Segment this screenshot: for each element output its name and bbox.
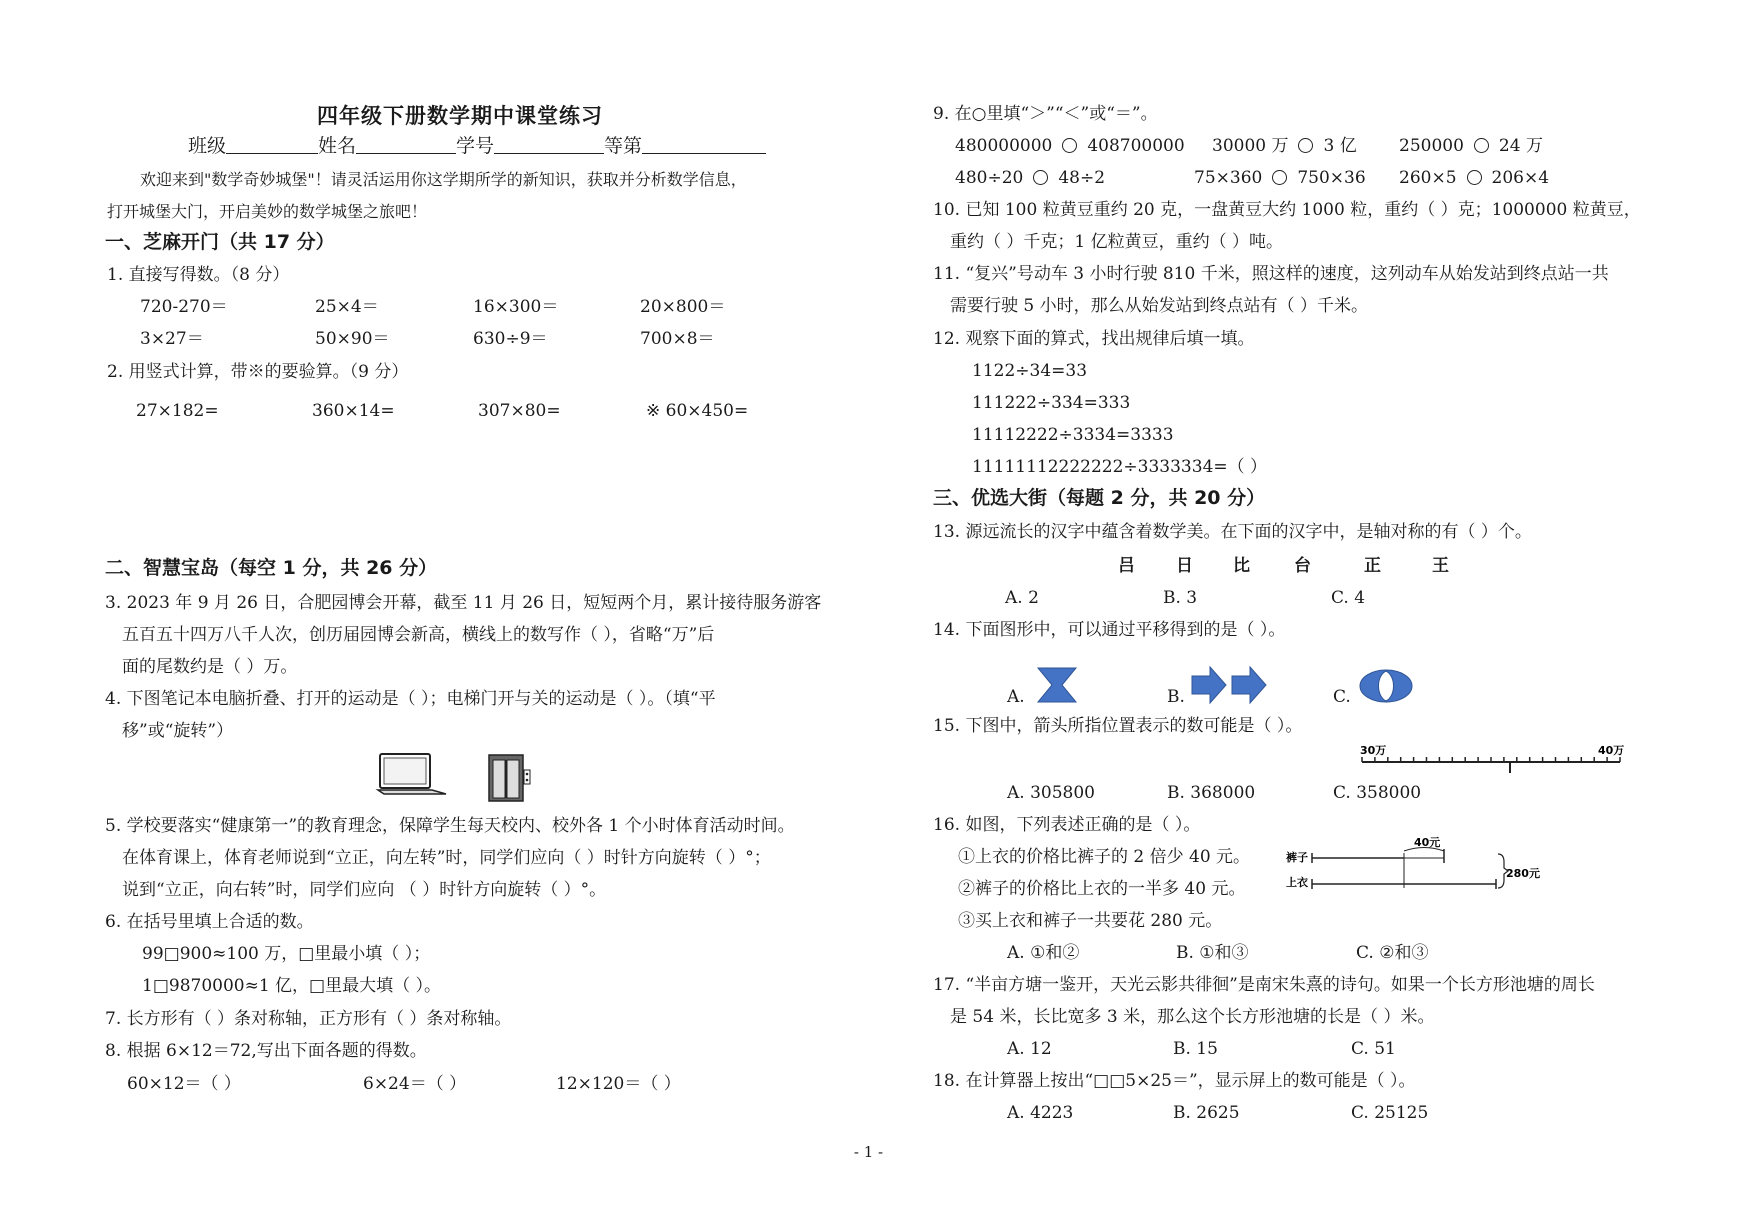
q14-option-c[interactable]: C. (1333, 687, 1351, 707)
q16-stem: 16. 如图，下列表述正确的是（ ）。 (933, 815, 1201, 835)
field-class-blank[interactable] (226, 137, 318, 154)
segment-diagram (1284, 836, 1544, 898)
q7-line: 7. 长方形有（ ）条对称轴，正方形有（ ）条对称轴。 (105, 1009, 512, 1029)
page-number: - 1 - (853, 1143, 884, 1161)
field-grade-blank[interactable] (642, 137, 766, 154)
q13-option-b[interactable]: B. 3 (1163, 588, 1198, 608)
q12-line: 11112222÷3334=3333 (972, 425, 1174, 445)
intro-line-1: 欢迎来到"数学奇妙城堡"！请灵活运用你这学期所学的新知识，获取并分析数学信息， (140, 170, 747, 189)
section-1-title: 一、芝麻开门（共 17 分） (105, 231, 335, 253)
scale-left-label: 30万 (1360, 744, 1387, 757)
q13-stem: 13. 源远流长的汉字中蕴含着数学美。在下面的汉字中，是轴对称的有（ ）个。 (933, 522, 1532, 542)
q5-line: 5. 学校要落实“健康第一”的教育理念，保障学生每天校内、校外各 1 个小时体育活动时间。 (105, 816, 795, 836)
q15-option-b[interactable]: B. 368000 (1167, 783, 1256, 803)
q13-char: 日 (1176, 556, 1193, 576)
q17-line: 是 54 米，长比宽多 3 米，那么这个长方形池塘的长是（ ）米。 (950, 1007, 1435, 1027)
number-line (1358, 742, 1626, 778)
q13-char: 正 (1364, 556, 1381, 576)
q13-option-c[interactable]: C. 4 (1331, 588, 1366, 608)
header-fields (188, 135, 766, 157)
q12-stem: 12. 观察下面的算式，找出规律后填一填。 (933, 329, 1255, 349)
coat-label: 上衣 (1286, 876, 1308, 889)
q18-option-c[interactable]: C. 25125 (1351, 1103, 1429, 1123)
q16-option-c[interactable]: C. ②和③ (1356, 943, 1429, 963)
q2-item: ※ 60×450= (646, 401, 749, 421)
q1-stem: 1. 直接写得数。（8 分） (107, 265, 290, 285)
q4-line: 移”或“旋转”） (122, 721, 234, 741)
q14-option-b[interactable]: B. (1167, 687, 1185, 707)
q13-char: 吕 (1118, 556, 1135, 576)
q6-line: 6. 在括号里填上合适的数。 (105, 912, 314, 932)
q10-line: 重约（ ）千克；1 亿粒黄豆，重约（ ）吨。 (950, 232, 1284, 252)
q9-compare: 75×360 750×36 (1194, 168, 1366, 188)
compare-circle[interactable] (1033, 170, 1048, 185)
q17-line: 17. “半亩方塘一鉴开，天光云影共徘徊”是南宋朱熹的诗句。如果一个长方形池塘的周长 (933, 975, 1595, 995)
q1-item: 720-270＝ (140, 297, 228, 317)
q9-compare: 480000000 408700000 (955, 136, 1185, 156)
elevator-icon (488, 754, 532, 802)
q2-item: 27×182= (136, 401, 219, 421)
q18-option-b[interactable]: B. 2625 (1173, 1103, 1240, 1123)
intro-line-2: 打开城堡大门，开启美妙的数学城堡之旅吧！ (107, 202, 428, 221)
q3-line: 五百五十四万八千人次，创历届园博会新高，横线上的数写作（ ），省略“万”后 (122, 625, 715, 645)
q16-statement: ③买上衣和裤子一共要花 280 元。 (958, 911, 1223, 931)
q13-char: 比 (1233, 556, 1250, 576)
q2-stem: 2. 用竖式计算，带※的要验算。（9 分） (107, 362, 409, 382)
compare-circle[interactable] (1474, 138, 1489, 153)
field-class-label: 班级 (188, 135, 227, 157)
q17-option-b[interactable]: B. 15 (1173, 1039, 1218, 1059)
q4-line: 4. 下图笔记本电脑折叠、打开的运动是（ ）；电梯门开与关的运动是（ ）。（填“平 (105, 689, 716, 709)
q6-line: 99□900≈100 万，□里最小填（ ）； (142, 944, 431, 964)
field-id-blank[interactable] (494, 137, 604, 154)
q9-stem: 9. 在○里填“＞”“＜”或“＝”。 (933, 104, 1158, 124)
q8-item: 6×24＝（ ） (363, 1074, 467, 1094)
q12-line: 111222÷334=333 (972, 393, 1131, 413)
q17-option-a[interactable]: A. 12 (1007, 1039, 1052, 1059)
double-arrow-shape-icon (1190, 664, 1272, 706)
q16-statement: ①上衣的价格比裤子的 2 倍少 40 元。 (958, 847, 1251, 867)
field-name-label: 姓名 (318, 135, 357, 157)
compare-circle[interactable] (1272, 170, 1287, 185)
q13-option-a[interactable]: A. 2 (1005, 588, 1039, 608)
section-2-title: 二、智慧宝岛（每空 1 分，共 26 分） (105, 557, 438, 579)
diff-label: 40元 (1414, 836, 1441, 849)
hourglass-shape-icon (1034, 666, 1080, 704)
field-grade-label: 等第 (604, 135, 643, 157)
q16-option-b[interactable]: B. ①和③ (1176, 943, 1249, 963)
q16-statement: ②裤子的价格比上衣的一半多 40 元。 (958, 879, 1246, 899)
q18-option-a[interactable]: A. 4223 (1007, 1103, 1074, 1123)
page-title: 四年级下册数学期中课堂练习 (317, 104, 603, 128)
q9-compare: 260×5 206×4 (1399, 168, 1550, 188)
q9-compare: 480÷20 48÷2 (955, 168, 1106, 188)
q17-option-c[interactable]: C. 51 (1351, 1039, 1396, 1059)
q18-stem: 18. 在计算器上按出“□□5×25＝”，显示屏上的数可能是（ ）。 (933, 1071, 1416, 1091)
q13-char: 王 (1432, 556, 1449, 576)
section-3-title: 三、优选大街（每题 2 分，共 20 分） (933, 487, 1266, 509)
q12-line: 11111112222222÷3333334=（ ） (972, 457, 1268, 477)
q1-item: 50×90＝ (315, 329, 390, 349)
q10-line: 10. 已知 100 粒黄豆重约 20 克，一盘黄豆大约 1000 粒，重约（ ）克；1000000 粒黄豆， (933, 200, 1641, 220)
q5-line: 说到“立正，向右转”时，同学们应向 （ ）时针方向旋转（ ）°。 (122, 880, 607, 900)
q3-line: 3. 2023 年 9 月 26 日，合肥园博会开幕，截至 11 月 26 日，短短两个月，累计接待服务游客 (105, 593, 822, 613)
q3-line: 面的尾数约是（ ）万。 (122, 657, 298, 677)
q11-line: 11. “复兴”号动车 3 小时行驶 810 千米，照这样的速度，这列动车从始发站到终点站一共 (933, 264, 1609, 284)
q2-item: 307×80= (478, 401, 561, 421)
compare-circle[interactable] (1298, 138, 1313, 153)
q15-stem: 15. 下图中，箭头所指位置表示的数可能是（ ）。 (933, 716, 1303, 736)
q9-compare: 30000 万 3 亿 (1212, 136, 1357, 156)
q12-line: 1122÷34=33 (972, 361, 1088, 381)
scale-right-label: 40万 (1598, 744, 1625, 757)
total-label: 280元 (1506, 867, 1540, 880)
split-ellipse-shape-icon (1358, 668, 1414, 704)
q11-line: 需要行驶 5 小时，那么从始发站到终点站有（ ）千米。 (950, 296, 1369, 316)
q15-option-a[interactable]: A. 305800 (1007, 783, 1095, 803)
laptop-icon (376, 752, 448, 798)
q13-char: 台 (1294, 556, 1311, 576)
q14-stem: 14. 下面图形中，可以通过平移得到的是（ ）。 (933, 620, 1286, 640)
q1-item: 20×800＝ (640, 297, 726, 317)
q16-option-a[interactable]: A. ①和② (1007, 943, 1080, 963)
q8-item: 12×120＝（ ） (556, 1074, 681, 1094)
q6-line: 1□9870000≈1 亿，□里最大填（ ）。 (142, 976, 442, 996)
q1-item: 16×300＝ (473, 297, 559, 317)
q5-line: 在体育课上，体育老师说到“立正，向左转”时，同学们应向（ ）时针方向旋转（ ）°； (122, 848, 771, 868)
compare-circle[interactable] (1062, 138, 1077, 153)
q1-item: 630÷9＝ (473, 329, 548, 349)
q2-item: 360×14= (312, 401, 395, 421)
q1-item: 700×8＝ (640, 329, 715, 349)
field-id-label: 学号 (456, 135, 495, 157)
compare-circle[interactable] (1467, 170, 1482, 185)
q1-item: 25×4＝ (315, 297, 379, 317)
q9-compare: 250000 24 万 (1399, 136, 1543, 156)
field-name-blank[interactable] (356, 137, 456, 154)
q8-stem: 8. 根据 6×12＝72,写出下面各题的得数。 (105, 1041, 427, 1061)
q14-option-a[interactable]: A. (1007, 687, 1025, 707)
q1-item: 3×27＝ (140, 329, 204, 349)
pants-label: 裤子 (1286, 851, 1308, 864)
q8-item: 60×12＝（ ） (127, 1074, 241, 1094)
q15-option-c[interactable]: C. 358000 (1333, 783, 1422, 803)
